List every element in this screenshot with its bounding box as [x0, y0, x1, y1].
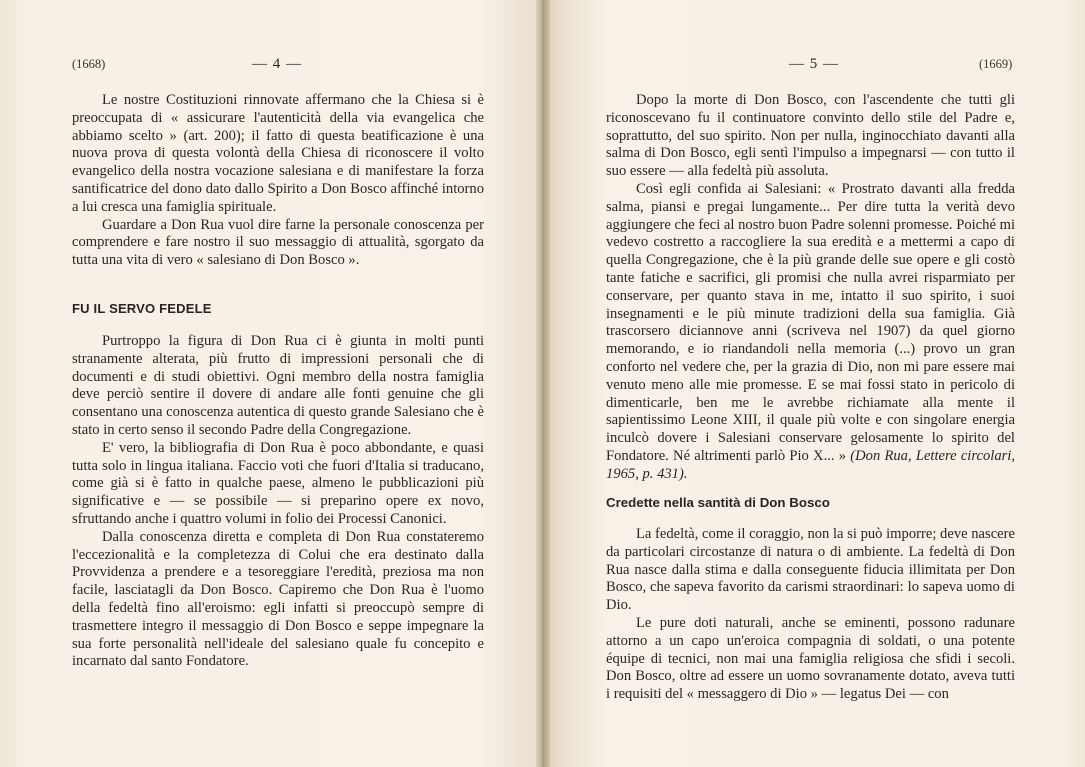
paragraph: Le pure doti naturali, anche se eminenti, possono radunare attorno a un capo un'eroica compagnia di soldati, o una potente équipe di tecnici, non mai una famiglia religiosa che sfidi i secoli. Don Bosco, oltre ad essere un uomo sovranamente dotato, aveva tutti i requisiti del « messaggero di Dio » — legatus Dei — con [606, 614, 1015, 703]
paragraph [606, 181, 1015, 484]
paragraph: Purtroppo la figura di Don Rua ci è giunta in molti punti stranamente alterata, più frutto di impressioni personali che di documenti e di studi obiettivi. Ogni membro della nostra famiglia deve perciò sentire il dovere di andare alle fonti genuine che gli consentano una conoscenza autentica di questo grande Salesiano che è stato in certo senso il secondo Padre della Congregazione. [72, 333, 484, 438]
left-page-number: — 4 — [252, 56, 302, 72]
right-intro-text [606, 92, 1015, 484]
paragraph: Dalla conoscenza diretta e completa di Don Rua constateremo l'eccezionalità e la completezza di Colui che era destinato dalla Provvidenza a prendere e a tesoreggiare l'eredità, preziosa ma non facile, lasciatagli da Don Bosco. Capiremo che Don Rua è l'uomo della fedeltà fino all'eroismo: egli infatti si preoccupò sempre di trasmettere integro il messaggio di Don Bosco e seppe impegnare la sua forte personalità nell'ideale del salesiano quale fu concepito e incarnato dal santo Fondatore. [72, 528, 484, 670]
paragraph: La fedeltà, come il coraggio, non la si può imporre; deve nascere da particolari circostanze di natura o di ambiente. La fedeltà di Don Rua nasce dalla stima e dalla conseguente fiducia illimitata per Don Bosco, che sapeva favorito da carismi straordinari: lo sapeva uomo di Dio. [606, 526, 1015, 614]
section-heading: FU IL SERVO FEDELE [72, 301, 212, 316]
left-intro-text [72, 92, 484, 270]
right-page-reference: (1669) [979, 57, 1013, 71]
left-page [0, 0, 542, 767]
citation: (Don Rua, Lettere circolari, 1965, p. 431). [606, 447, 1016, 482]
right-body-text [606, 526, 1015, 704]
left-body-text [72, 333, 484, 671]
section-heading: Credette nella santità di Don Bosco [606, 495, 830, 510]
book-gutter [536, 0, 550, 767]
paragraph: Dopo la morte di Don Bosco, con l'ascendente che tutti gli riconoscevano fu il continuatore convinto dello stile del Padre e, soprattutto, del suo spirito. Non per nulla, inginocchiato davanti alla salma di Don Bosco, egli sentì l'impulso a impegnarsi — con tutto il suo essere — alla fedeltà più assoluta. [606, 92, 1015, 180]
paragraph: Guardare a Don Rua vuol dire farne la personale conoscenza per comprendere e fare nostro il suo messaggio di attualità, sgorgato da tutta una vita di vero « salesiano di Don Bosco ». [72, 216, 484, 269]
paragraph: E' vero, la bibliografia di Don Rua è poco abbondante, e quasi tutta solo in lingua italiana. Faccio voti che fuori d'Italia si traducano, come già si è fatto in qualche paese, almeno le pubblicazioni più significative e — se possibile — si preparino opere ex novo, sfruttando anche i quattro volumi in folio dei Processi Canonici. [72, 439, 484, 527]
quotation-text: Così egli confida ai Salesiani: « Prostrato davanti alla fredda salma, piansi e pregai lungamente... Per dire tutta la verità devo aggiungere che feci al nostro buon Padre solenni promesse. Poiché mi vedevo costretto a raccogliere la sua eredità e a mettermi a capo di quella Congregazione, che è la più grande delle sue opere e gli costò tante fatiche e sacrifici, gli promisi che nulla avrei risparmiato per conservare, per quanto stava in me, intatto il suo spirito, i suoi insegnamenti e le più minute tradizioni della sua famiglia. Già trascorsero diciannove anni (scriveva nel 1907) da quel giorno memorando, e io riandandoli nella memoria (...) provo un gran conforto nel vedere che, per la grazia di Dio, non mi pare essere mai venuto meno alle mie promesse. E se mai fossi stato in pericolo di dimenticarle, ben me le avrebbe richiamate alla mente il sapientissimo Leone XIII, il quale più volte e con singolare energia inculcò dovere i Salesiani conservare gelosamente lo spirito del Fondatore. Né altrimenti parlò Pio X... » [606, 180, 1015, 464]
right-page [542, 0, 1085, 767]
paragraph: Le nostre Costituzioni rinnovate affermano che la Chiesa si è preoccupata di « assicurare l'autenticità della via evangelica che abbiamo scelto » (art. 200); il fatto di questa beatificazione è una nuova prova di questa volontà della Chiesa di riconoscere il volto evangelico della nostra vocazione salesiana e di manifestare la forza santificatrice del dono dato dallo Spirito a Don Bosco affinché intorno a lui cresca una famiglia spirituale. [72, 92, 484, 215]
right-page-number: — 5 — [789, 56, 839, 72]
left-page-reference: (1668) [72, 57, 106, 71]
